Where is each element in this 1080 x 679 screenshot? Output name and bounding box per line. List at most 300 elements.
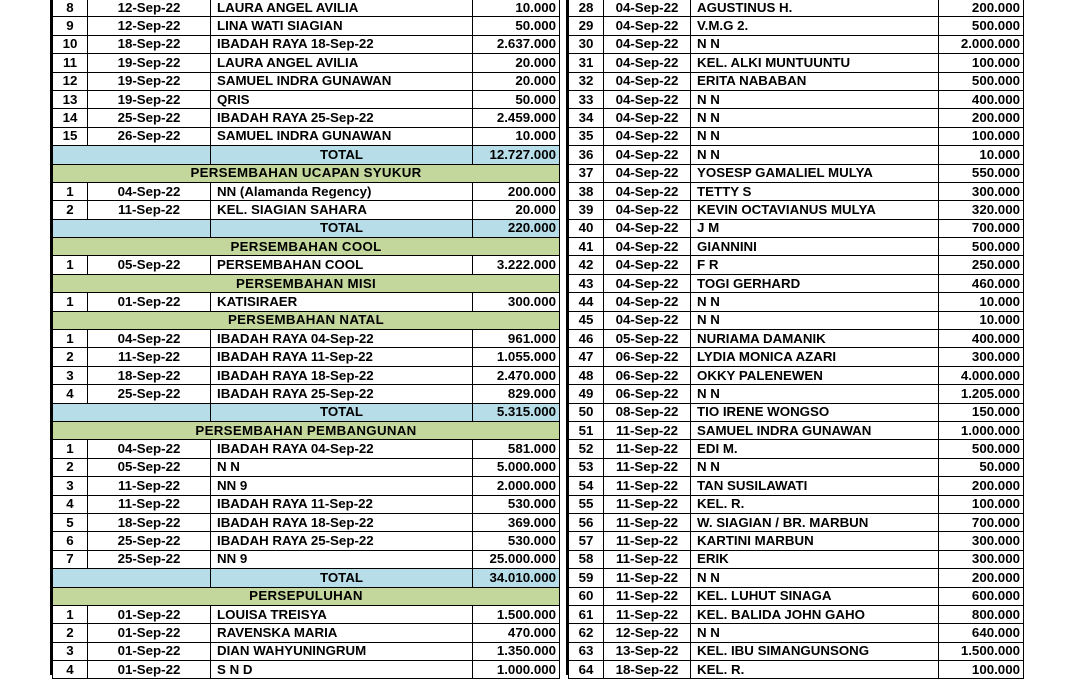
row-number: 3 (53, 366, 88, 384)
row-name: NURIAMA DAMANIK (691, 330, 939, 348)
row-date: 11-Sep-22 (604, 569, 691, 587)
row-date: 04-Sep-22 (604, 54, 691, 72)
row-number: 2 (53, 201, 88, 219)
row-number: 1 (53, 605, 88, 623)
row-date: 06-Sep-22 (604, 385, 691, 403)
row-amount: 200.000 (939, 0, 1024, 17)
total-label: TOTAL (211, 146, 473, 164)
row-number: 10 (53, 35, 88, 53)
row-amount: 300.000 (939, 532, 1024, 550)
row-amount: 1.055.000 (473, 348, 560, 366)
row-name: KEL. IBU SIMANGUNSONG (691, 642, 939, 660)
row-name: LINA WATI SIAGIAN (211, 17, 473, 35)
row-amount: 4.000.000 (939, 366, 1024, 384)
row-name: N N (691, 311, 939, 329)
total-row (53, 403, 560, 421)
table-row (53, 532, 560, 550)
right-table-body (569, 0, 1024, 679)
table-row (53, 605, 560, 623)
row-name: IBADAH RAYA 04-Sep-22 (211, 440, 473, 458)
row-number: 49 (569, 385, 604, 403)
table-row (569, 201, 1024, 219)
row-amount: 700.000 (939, 513, 1024, 531)
row-number: 39 (569, 201, 604, 219)
row-amount: 20.000 (473, 201, 560, 219)
row-amount: 25.000.000 (473, 550, 560, 568)
row-number: 12 (53, 72, 88, 90)
table-row (53, 513, 560, 531)
table-row (53, 642, 560, 660)
row-date: 01-Sep-22 (88, 293, 211, 311)
row-date: 11-Sep-22 (604, 440, 691, 458)
row-date: 04-Sep-22 (604, 311, 691, 329)
row-name: SAMUEL INDRA GUNAWAN (691, 421, 939, 439)
row-number: 48 (569, 366, 604, 384)
total-label: TOTAL (211, 219, 473, 237)
row-date: 19-Sep-22 (88, 72, 211, 90)
table-row (53, 477, 560, 495)
row-name: N N (691, 109, 939, 127)
table-row (569, 605, 1024, 623)
table-row (569, 256, 1024, 274)
row-date: 08-Sep-22 (604, 403, 691, 421)
table-row (569, 587, 1024, 605)
row-date: 04-Sep-22 (88, 182, 211, 200)
row-name: N N (691, 127, 939, 145)
section-header (53, 164, 560, 182)
table-row (53, 348, 560, 366)
row-name: DIAN WAHYUNINGRUM (211, 642, 473, 660)
row-number: 1 (53, 440, 88, 458)
row-date: 04-Sep-22 (604, 72, 691, 90)
row-name: NN 9 (211, 477, 473, 495)
row-name: KEL. SIAGIAN SAHARA (211, 201, 473, 219)
row-amount: 400.000 (939, 330, 1024, 348)
row-name: OKKY PALENEWEN (691, 366, 939, 384)
row-amount: 500.000 (939, 72, 1024, 90)
row-amount: 2.000.000 (939, 35, 1024, 53)
row-number: 52 (569, 440, 604, 458)
row-name: TIO IRENE WONGSO (691, 403, 939, 421)
row-name: LYDIA MONICA AZARI (691, 348, 939, 366)
table-row (569, 532, 1024, 550)
row-number: 8 (53, 0, 88, 17)
row-name: KEL. BALIDA JOHN GAHO (691, 605, 939, 623)
row-number: 5 (53, 513, 88, 531)
row-amount: 100.000 (939, 661, 1024, 679)
row-name: N N (691, 458, 939, 476)
row-name: ERIK (691, 550, 939, 568)
row-amount: 369.000 (473, 513, 560, 531)
row-date: 11-Sep-22 (604, 513, 691, 531)
row-number: 29 (569, 17, 604, 35)
row-amount: 10.000 (473, 127, 560, 145)
row-date: 11-Sep-22 (88, 495, 211, 513)
row-number: 51 (569, 421, 604, 439)
row-amount: 3.222.000 (473, 256, 560, 274)
total-spacer (53, 146, 211, 164)
row-amount: 2.637.000 (473, 35, 560, 53)
row-date: 06-Sep-22 (604, 348, 691, 366)
row-amount: 10.000 (473, 0, 560, 17)
row-name: KARTINI MARBUN (691, 532, 939, 550)
row-name: SAMUEL INDRA GUNAWAN (211, 72, 473, 90)
row-amount: 1.205.000 (939, 385, 1024, 403)
total-amount: 5.315.000 (473, 403, 560, 421)
table-row (569, 54, 1024, 72)
row-name: IBADAH RAYA 11-Sep-22 (211, 348, 473, 366)
table-row (569, 550, 1024, 568)
row-amount: 1.350.000 (473, 642, 560, 660)
row-name: N N (691, 35, 939, 53)
row-name: IBADAH RAYA 18-Sep-22 (211, 513, 473, 531)
table-row (569, 642, 1024, 660)
row-name: IBADAH RAYA 04-Sep-22 (211, 330, 473, 348)
row-number: 15 (53, 127, 88, 145)
table-row (569, 35, 1024, 53)
table-row (53, 624, 560, 642)
left-offering-table (52, 0, 560, 679)
row-number: 31 (569, 54, 604, 72)
table-row (569, 274, 1024, 292)
row-number: 34 (569, 109, 604, 127)
row-number: 47 (569, 348, 604, 366)
row-date: 19-Sep-22 (88, 90, 211, 108)
row-name: W. SIAGIAN / BR. MARBUN (691, 513, 939, 531)
row-date: 11-Sep-22 (604, 532, 691, 550)
row-name: AGUSTINUS H. (691, 0, 939, 17)
row-number: 44 (569, 293, 604, 311)
row-date: 04-Sep-22 (604, 219, 691, 237)
table-row (53, 17, 560, 35)
row-date: 18-Sep-22 (604, 661, 691, 679)
row-number: 2 (53, 624, 88, 642)
row-name: F R (691, 256, 939, 274)
row-amount: 100.000 (939, 127, 1024, 145)
row-amount: 5.000.000 (473, 458, 560, 476)
row-number: 3 (53, 477, 88, 495)
row-number: 38 (569, 182, 604, 200)
row-number: 57 (569, 532, 604, 550)
row-date: 05-Sep-22 (88, 256, 211, 274)
row-name: PERSEMBAHAN COOL (211, 256, 473, 274)
row-amount: 470.000 (473, 624, 560, 642)
row-number: 63 (569, 642, 604, 660)
table-row (53, 495, 560, 513)
row-name: S N D (211, 661, 473, 679)
row-name: TETTY S (691, 182, 939, 200)
table-row (53, 366, 560, 384)
row-name: ERITA NABABAN (691, 72, 939, 90)
section-title: PERSEMBAHAN MISI (53, 274, 560, 292)
row-number: 4 (53, 661, 88, 679)
row-name: N N (691, 624, 939, 642)
row-amount: 200.000 (939, 569, 1024, 587)
row-date: 25-Sep-22 (88, 385, 211, 403)
row-name: IBADAH RAYA 18-Sep-22 (211, 35, 473, 53)
table-row (53, 550, 560, 568)
row-date: 11-Sep-22 (88, 348, 211, 366)
table-row (569, 661, 1024, 679)
row-name: LAURA ANGEL AVILIA (211, 0, 473, 17)
row-date: 25-Sep-22 (88, 550, 211, 568)
table-row (53, 256, 560, 274)
row-amount: 320.000 (939, 201, 1024, 219)
section-header (53, 587, 560, 605)
row-date: 04-Sep-22 (604, 164, 691, 182)
row-name: KEL. R. (691, 661, 939, 679)
row-date: 18-Sep-22 (88, 513, 211, 531)
section-header (53, 311, 560, 329)
row-name: N N (691, 293, 939, 311)
table-row (53, 35, 560, 53)
table-row (569, 569, 1024, 587)
row-number: 2 (53, 348, 88, 366)
row-amount: 300.000 (939, 550, 1024, 568)
row-number: 3 (53, 642, 88, 660)
total-amount: 220.000 (473, 219, 560, 237)
table-row (569, 109, 1024, 127)
row-number: 45 (569, 311, 604, 329)
row-date: 04-Sep-22 (604, 0, 691, 17)
row-number: 32 (569, 72, 604, 90)
row-amount: 2.470.000 (473, 366, 560, 384)
row-number: 33 (569, 90, 604, 108)
row-date: 25-Sep-22 (88, 109, 211, 127)
total-label: TOTAL (211, 569, 473, 587)
row-number: 30 (569, 35, 604, 53)
row-number: 60 (569, 587, 604, 605)
right-table-edge (566, 0, 568, 675)
row-date: 04-Sep-22 (604, 127, 691, 145)
row-name: N N (211, 458, 473, 476)
section-title: PERSEMBAHAN COOL (53, 238, 560, 256)
row-number: 56 (569, 513, 604, 531)
row-amount: 800.000 (939, 605, 1024, 623)
row-date: 04-Sep-22 (604, 109, 691, 127)
row-number: 4 (53, 495, 88, 513)
table-row (569, 348, 1024, 366)
row-number: 1 (53, 293, 88, 311)
row-date: 11-Sep-22 (88, 477, 211, 495)
row-amount: 10.000 (939, 311, 1024, 329)
row-name: N N (691, 146, 939, 164)
total-amount: 12.727.000 (473, 146, 560, 164)
row-date: 04-Sep-22 (604, 274, 691, 292)
row-number: 2 (53, 458, 88, 476)
row-number: 14 (53, 109, 88, 127)
row-name: SAMUEL INDRA GUNAWAN (211, 127, 473, 145)
row-date: 11-Sep-22 (604, 587, 691, 605)
row-amount: 10.000 (939, 146, 1024, 164)
row-date: 11-Sep-22 (604, 458, 691, 476)
section-title: PERSEMBAHAN NATAL (53, 311, 560, 329)
section-title: PERSEMBAHAN PEMBANGUNAN (53, 421, 560, 439)
row-name: KEL. R. (691, 495, 939, 513)
row-amount: 50.000 (939, 458, 1024, 476)
row-date: 13-Sep-22 (604, 642, 691, 660)
table-row (569, 164, 1024, 182)
row-date: 11-Sep-22 (604, 495, 691, 513)
row-number: 64 (569, 661, 604, 679)
row-date: 04-Sep-22 (604, 256, 691, 274)
table-row (53, 440, 560, 458)
row-date: 04-Sep-22 (604, 90, 691, 108)
total-spacer (53, 569, 211, 587)
row-amount: 2.459.000 (473, 109, 560, 127)
table-row (569, 90, 1024, 108)
section-title: PERSEPULUHAN (53, 587, 560, 605)
row-number: 28 (569, 0, 604, 17)
total-spacer (53, 219, 211, 237)
row-number: 59 (569, 569, 604, 587)
row-name: IBADAH RAYA 25-Sep-22 (211, 109, 473, 127)
table-row (569, 366, 1024, 384)
left-table-body (53, 0, 560, 679)
row-name: IBADAH RAYA 25-Sep-22 (211, 532, 473, 550)
table-row (53, 54, 560, 72)
row-number: 50 (569, 403, 604, 421)
table-row (569, 238, 1024, 256)
table-row (569, 440, 1024, 458)
table-row (569, 17, 1024, 35)
row-number: 40 (569, 219, 604, 237)
table-row (569, 127, 1024, 145)
row-date: 18-Sep-22 (88, 366, 211, 384)
row-amount: 600.000 (939, 587, 1024, 605)
row-number: 4 (53, 385, 88, 403)
row-amount: 500.000 (939, 238, 1024, 256)
row-amount: 100.000 (939, 495, 1024, 513)
table-row (53, 661, 560, 679)
row-amount: 50.000 (473, 17, 560, 35)
row-name: YOSESP GAMALIEL MULYA (691, 164, 939, 182)
row-number: 62 (569, 624, 604, 642)
total-spacer (53, 403, 211, 421)
row-amount: 1.500.000 (939, 642, 1024, 660)
row-amount: 2.000.000 (473, 477, 560, 495)
row-amount: 581.000 (473, 440, 560, 458)
table-row (569, 0, 1024, 17)
table-row (569, 219, 1024, 237)
row-name: KEVIN OCTAVIANUS MULYA (691, 201, 939, 219)
row-date: 26-Sep-22 (88, 127, 211, 145)
row-date: 12-Sep-22 (88, 17, 211, 35)
row-number: 36 (569, 146, 604, 164)
row-amount: 700.000 (939, 219, 1024, 237)
row-date: 25-Sep-22 (88, 532, 211, 550)
row-date: 12-Sep-22 (604, 624, 691, 642)
right-offering-table (568, 0, 1024, 679)
row-number: 58 (569, 550, 604, 568)
table-row (53, 182, 560, 200)
row-amount: 640.000 (939, 624, 1024, 642)
table-row (569, 458, 1024, 476)
row-date: 01-Sep-22 (88, 661, 211, 679)
row-amount: 300.000 (939, 348, 1024, 366)
row-name: IBADAH RAYA 25-Sep-22 (211, 385, 473, 403)
row-date: 04-Sep-22 (88, 440, 211, 458)
section-header (53, 238, 560, 256)
table-row (569, 182, 1024, 200)
row-date: 04-Sep-22 (88, 330, 211, 348)
row-date: 11-Sep-22 (604, 605, 691, 623)
total-label: TOTAL (211, 403, 473, 421)
row-amount: 530.000 (473, 532, 560, 550)
section-header (53, 421, 560, 439)
table-row (569, 385, 1024, 403)
row-amount: 100.000 (939, 54, 1024, 72)
row-date: 01-Sep-22 (88, 642, 211, 660)
row-number: 1 (53, 256, 88, 274)
row-name: V.M.G 2. (691, 17, 939, 35)
row-number: 42 (569, 256, 604, 274)
row-number: 9 (53, 17, 88, 35)
row-number: 7 (53, 550, 88, 568)
row-number: 1 (53, 182, 88, 200)
row-amount: 200.000 (939, 109, 1024, 127)
row-number: 43 (569, 274, 604, 292)
row-date: 11-Sep-22 (604, 550, 691, 568)
row-date: 06-Sep-22 (604, 366, 691, 384)
table-row (569, 495, 1024, 513)
table-row (53, 72, 560, 90)
row-amount: 550.000 (939, 164, 1024, 182)
row-name: N N (691, 569, 939, 587)
table-row (569, 513, 1024, 531)
row-name: TAN SUSILAWATI (691, 477, 939, 495)
row-date: 04-Sep-22 (604, 182, 691, 200)
row-name: RAVENSKA MARIA (211, 624, 473, 642)
table-row (569, 330, 1024, 348)
row-name: IBADAH RAYA 11-Sep-22 (211, 495, 473, 513)
row-name: NN (Alamanda Regency) (211, 182, 473, 200)
row-amount: 10.000 (939, 293, 1024, 311)
row-amount: 530.000 (473, 495, 560, 513)
table-row (53, 109, 560, 127)
table-row (569, 403, 1024, 421)
table-row (53, 458, 560, 476)
row-date: 11-Sep-22 (88, 201, 211, 219)
row-amount: 400.000 (939, 90, 1024, 108)
row-amount: 1.000.000 (473, 661, 560, 679)
table-row (569, 293, 1024, 311)
row-amount: 200.000 (473, 182, 560, 200)
row-date: 04-Sep-22 (604, 17, 691, 35)
row-name: IBADAH RAYA 18-Sep-22 (211, 366, 473, 384)
row-amount: 20.000 (473, 72, 560, 90)
row-date: 01-Sep-22 (88, 605, 211, 623)
row-date: 18-Sep-22 (88, 35, 211, 53)
table-row (53, 385, 560, 403)
row-name: KEL. LUHUT SINAGA (691, 587, 939, 605)
row-amount: 961.000 (473, 330, 560, 348)
row-number: 61 (569, 605, 604, 623)
row-name: LOUISA TREISYA (211, 605, 473, 623)
table-row (569, 421, 1024, 439)
row-name: GIANNINI (691, 238, 939, 256)
row-amount: 300.000 (939, 182, 1024, 200)
row-number: 53 (569, 458, 604, 476)
table-row (53, 90, 560, 108)
row-number: 46 (569, 330, 604, 348)
row-name: KEL. ALKI MUNTUUNTU (691, 54, 939, 72)
row-date: 05-Sep-22 (604, 330, 691, 348)
row-name: EDI M. (691, 440, 939, 458)
row-number: 11 (53, 54, 88, 72)
row-date: 04-Sep-22 (604, 201, 691, 219)
row-amount: 200.000 (939, 477, 1024, 495)
